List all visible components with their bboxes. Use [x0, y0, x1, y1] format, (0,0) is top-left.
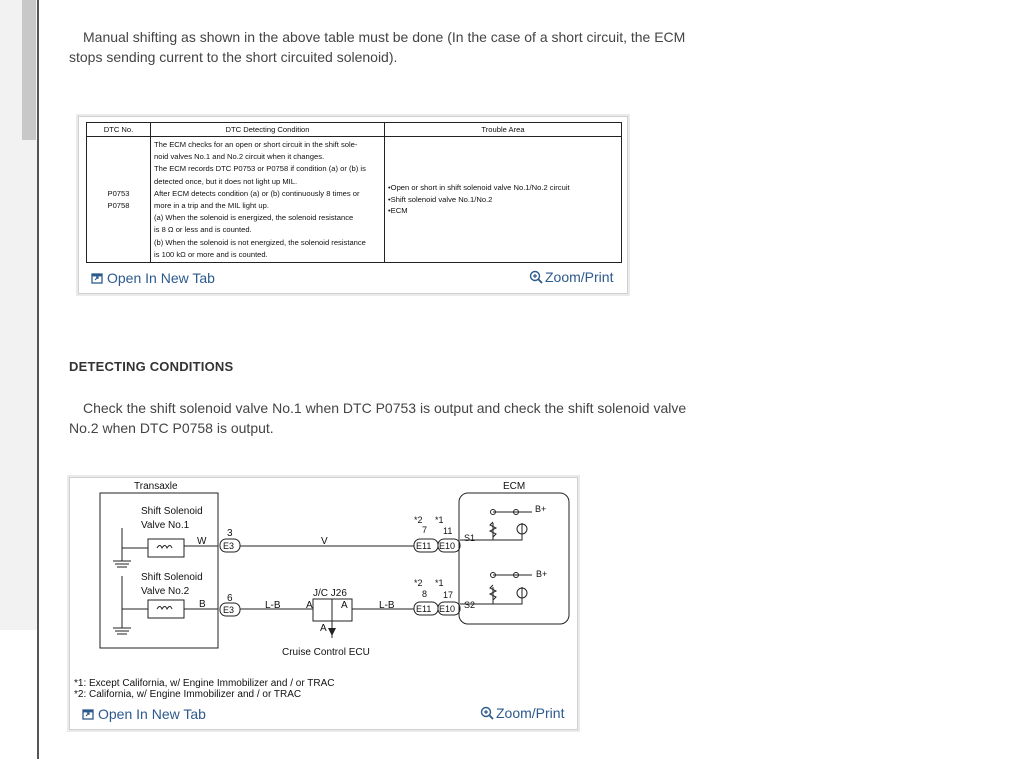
connector-label: E11 — [416, 541, 432, 551]
pin-label: 8 — [422, 589, 428, 599]
condition-line: is 8 Ω or less and is counted. — [154, 225, 252, 235]
valve1-body — [148, 539, 184, 557]
dtc-table-header-row — [87, 123, 622, 137]
condition-line: (b) When the solenoid is not energized, the solenoid resistance — [154, 237, 366, 247]
intro-line-1: Manual shifting as shown in the above table must be done (In the case of a short circuit, the ECM — [83, 29, 686, 45]
open-new-tab-link[interactable] — [91, 270, 215, 286]
condition-line: (a) When the solenoid is energized, the solenoid resistance — [154, 213, 354, 223]
area-line: •ECM — [388, 206, 408, 216]
condition-line: is 100 kΩ or more and is counted. — [154, 249, 268, 259]
condition-line: noid valves No.1 and No.2 circuit when it changes. — [154, 152, 325, 162]
pin-label: 11 — [443, 526, 453, 536]
valve2-label-b: Valve No.2 — [141, 586, 190, 597]
condition-line: After ECM detects condition (a) or (b) continuously 8 times or — [154, 188, 360, 198]
detect-line-2: No.2 when DTC P0758 is output. — [69, 420, 274, 436]
area-line: •Open or short in shift solenoid valve No.1/No.2 circuit — [388, 183, 570, 193]
bplus-label: B+ — [536, 569, 548, 579]
note-label: *1 — [435, 578, 444, 588]
zoom-print-link[interactable] — [529, 269, 613, 285]
connector-label: E11 — [416, 604, 432, 614]
zoom-icon — [529, 270, 543, 284]
wire-lb-label: L-B — [379, 600, 395, 611]
jc-pin-label: A — [341, 600, 348, 611]
dtc-header-code: DTC No. — [87, 123, 151, 137]
transaxle-label: Transaxle — [134, 481, 178, 492]
dtc-table — [86, 122, 622, 263]
valve1-coil — [157, 546, 172, 549]
jc-pin-label: A — [306, 600, 313, 611]
bplus-label: B+ — [535, 504, 547, 514]
footnote-2-text: *2: California, w/ Engine Immobilizer and / or TRAC — [74, 689, 302, 700]
valve1-label-b: Valve No.1 — [141, 520, 190, 531]
jc-label: J/C J26 — [313, 588, 347, 599]
note-label: *2 — [414, 515, 423, 525]
intro-line-2: stops sending current to the short circuited solenoid). — [69, 49, 398, 65]
zoom-icon — [480, 706, 494, 720]
valve2-coil — [157, 607, 172, 610]
zoom-print-link[interactable] — [480, 705, 564, 721]
detect-paragraph — [69, 398, 709, 438]
circuit-diagram-figure — [69, 477, 578, 730]
valve1-label-a: Shift Solenoid — [141, 506, 203, 517]
left-panel-lower — [0, 630, 37, 759]
s2-label: S2 — [464, 600, 476, 610]
jc-pin-label: A — [320, 623, 327, 634]
open-new-tab-icon — [91, 272, 103, 284]
condition-line: detected once, but it does not light up MIL. — [154, 176, 298, 186]
pin-label: 6 — [227, 593, 233, 604]
open-new-tab-label: Open In New Tab — [98, 706, 206, 722]
dtc-table-row — [87, 137, 622, 263]
pin-label: 17 — [443, 590, 454, 600]
dtc-code: P0758 — [107, 200, 130, 210]
connector-label: E3 — [223, 541, 235, 551]
open-new-tab-label: Open In New Tab — [107, 270, 215, 286]
ground-symbol-1 — [113, 561, 131, 567]
intro-paragraph — [69, 27, 709, 67]
connector-label: E10 — [439, 541, 456, 551]
scrollbar-thumb[interactable] — [22, 0, 36, 140]
open-new-tab-link[interactable] — [82, 706, 206, 722]
pin-label: 7 — [422, 525, 428, 535]
dtc-codes-cell — [87, 137, 151, 263]
dtc-header-area: Trouble Area — [385, 123, 622, 137]
section-heading: DETECTING CONDITIONS — [69, 359, 234, 374]
note-label: *2 — [414, 578, 423, 588]
wire-b-label: B — [199, 599, 206, 610]
ground-symbol-2 — [113, 628, 131, 634]
connector-label: E10 — [439, 604, 456, 614]
condition-line: The ECM checks for an open or short circuit in the shift sole- — [154, 140, 358, 149]
cruise-ecu-label: Cruise Control ECU — [282, 647, 370, 658]
valve2-label-a: Shift Solenoid — [141, 572, 203, 583]
wiring-diagram — [70, 478, 577, 678]
wire-w-label: W — [197, 536, 207, 547]
wire-v-label: V — [321, 536, 328, 547]
wire-lb-label: L-B — [265, 600, 281, 611]
valve2-body — [148, 600, 184, 618]
content-border — [37, 0, 39, 759]
dtc-table-figure — [78, 116, 628, 294]
dtc-header-condition: DTC Detecting Condition — [151, 123, 385, 137]
ecm-label: ECM — [503, 481, 526, 492]
dtc-code: P0753 — [107, 189, 130, 199]
note-label: *1 — [435, 515, 444, 525]
condition-line: The ECM records DTC P0753 or P0758 if condition (a) or (b) is — [154, 164, 366, 174]
detect-line-1: Check the shift solenoid valve No.1 when DTC P0753 is output and check the shift solenoid valve — [83, 400, 687, 416]
arrow-down-icon — [328, 628, 336, 636]
footnote-1-text: *1: Except California, w/ Engine Immobilizer and / or TRAC — [74, 678, 335, 689]
condition-line: more in a trip and the MIL light up. — [154, 201, 269, 211]
connector-label: E3 — [223, 605, 235, 615]
zoom-print-label: Zoom/Print — [545, 269, 614, 285]
area-line: •Shift solenoid valve No.1/No.2 — [388, 194, 493, 204]
dtc-area-cell — [385, 137, 622, 263]
pin-label: 3 — [227, 528, 233, 539]
dtc-condition-cell — [151, 137, 385, 263]
zoom-print-label: Zoom/Print — [496, 705, 565, 721]
open-new-tab-icon — [82, 708, 94, 720]
s1-label: S1 — [464, 533, 476, 543]
